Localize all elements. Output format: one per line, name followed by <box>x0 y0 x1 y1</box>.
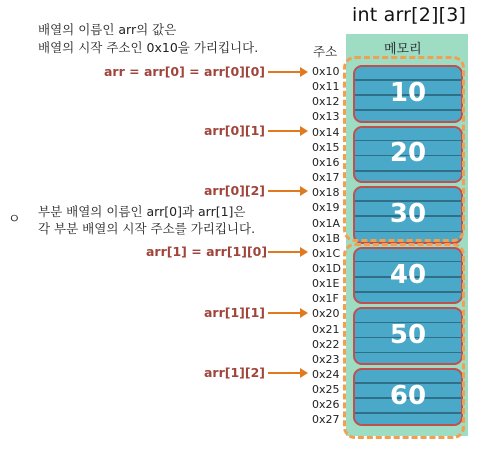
subarray-1-outline <box>343 243 465 439</box>
address-label: 0x16 <box>312 155 340 169</box>
arrow-arr01 <box>268 130 301 132</box>
address-label: 0x25 <box>312 383 340 397</box>
address-label: 0x10 <box>312 65 340 78</box>
arrow-arr1 <box>268 251 301 253</box>
address-label: 0x1B <box>312 231 341 245</box>
address-label: 0x13 <box>312 110 340 124</box>
address-header: 주소 <box>313 44 338 59</box>
address-label: 0x21 <box>312 322 340 336</box>
note-top-line1: 배열의 이름인 arr의 값은 <box>38 22 177 37</box>
address-label: 0x27 <box>312 413 340 427</box>
address-label: 0x17 <box>312 171 340 185</box>
address-label: 0x22 <box>312 337 340 351</box>
diagram-title: int arr[2][3] <box>352 4 467 26</box>
label-arr02: arr[0][2] <box>204 183 266 198</box>
cell-value: 10 <box>389 77 427 108</box>
address-label: 0x24 <box>312 368 340 381</box>
address-label: 0x1F <box>312 292 339 306</box>
subarray-0-outline <box>343 56 465 242</box>
label-arr12: arr[1][2] <box>204 365 266 380</box>
arrow-arr11 <box>268 312 301 314</box>
address-label: 0x1E <box>312 277 340 291</box>
label-arr11: arr[1][1] <box>204 305 266 320</box>
note-top-line2: 배열의 시작 주소인 0x10을 가리킵니다. <box>38 40 259 55</box>
note-mid-line2: 각 부분 배열의 시작 주소를 가리킵니다. <box>38 221 256 236</box>
cell-value: 60 <box>389 380 427 411</box>
memory-header: 메모리 <box>384 42 422 57</box>
address-label: 0x1C <box>312 246 341 260</box>
address-label: 0x20 <box>312 307 340 321</box>
cell-value: 30 <box>389 198 427 229</box>
cell-value: 40 <box>389 259 427 290</box>
address-label: 0x26 <box>312 398 340 412</box>
arrow-arr0 <box>268 71 301 73</box>
address-label: 0x19 <box>312 201 340 215</box>
address-label: 0x1D <box>312 261 341 275</box>
address-label: 0x1A <box>312 216 341 230</box>
address-label: 0x14 <box>312 125 340 139</box>
address-label: 0x18 <box>312 186 340 200</box>
note-mid-line1: 부분 배열의 이름인 arr[0]과 arr[1]은 <box>38 204 246 219</box>
address-label: 0x15 <box>312 140 340 154</box>
label-arr1: arr[1] = arr[1][0] <box>146 244 268 259</box>
bullet-icon: ㅇ <box>8 212 21 227</box>
address-label: 0x23 <box>312 352 340 366</box>
arrow-arr02 <box>268 190 301 192</box>
arrow-arr12 <box>268 372 301 374</box>
cell-value: 50 <box>389 320 427 351</box>
label-arr01: arr[0][1] <box>204 123 266 138</box>
address-label: 0x12 <box>312 95 340 109</box>
cell-value: 20 <box>389 138 427 169</box>
address-label: 0x11 <box>312 80 340 94</box>
label-arr0: arr = arr[0] = arr[0][0] <box>104 64 266 79</box>
